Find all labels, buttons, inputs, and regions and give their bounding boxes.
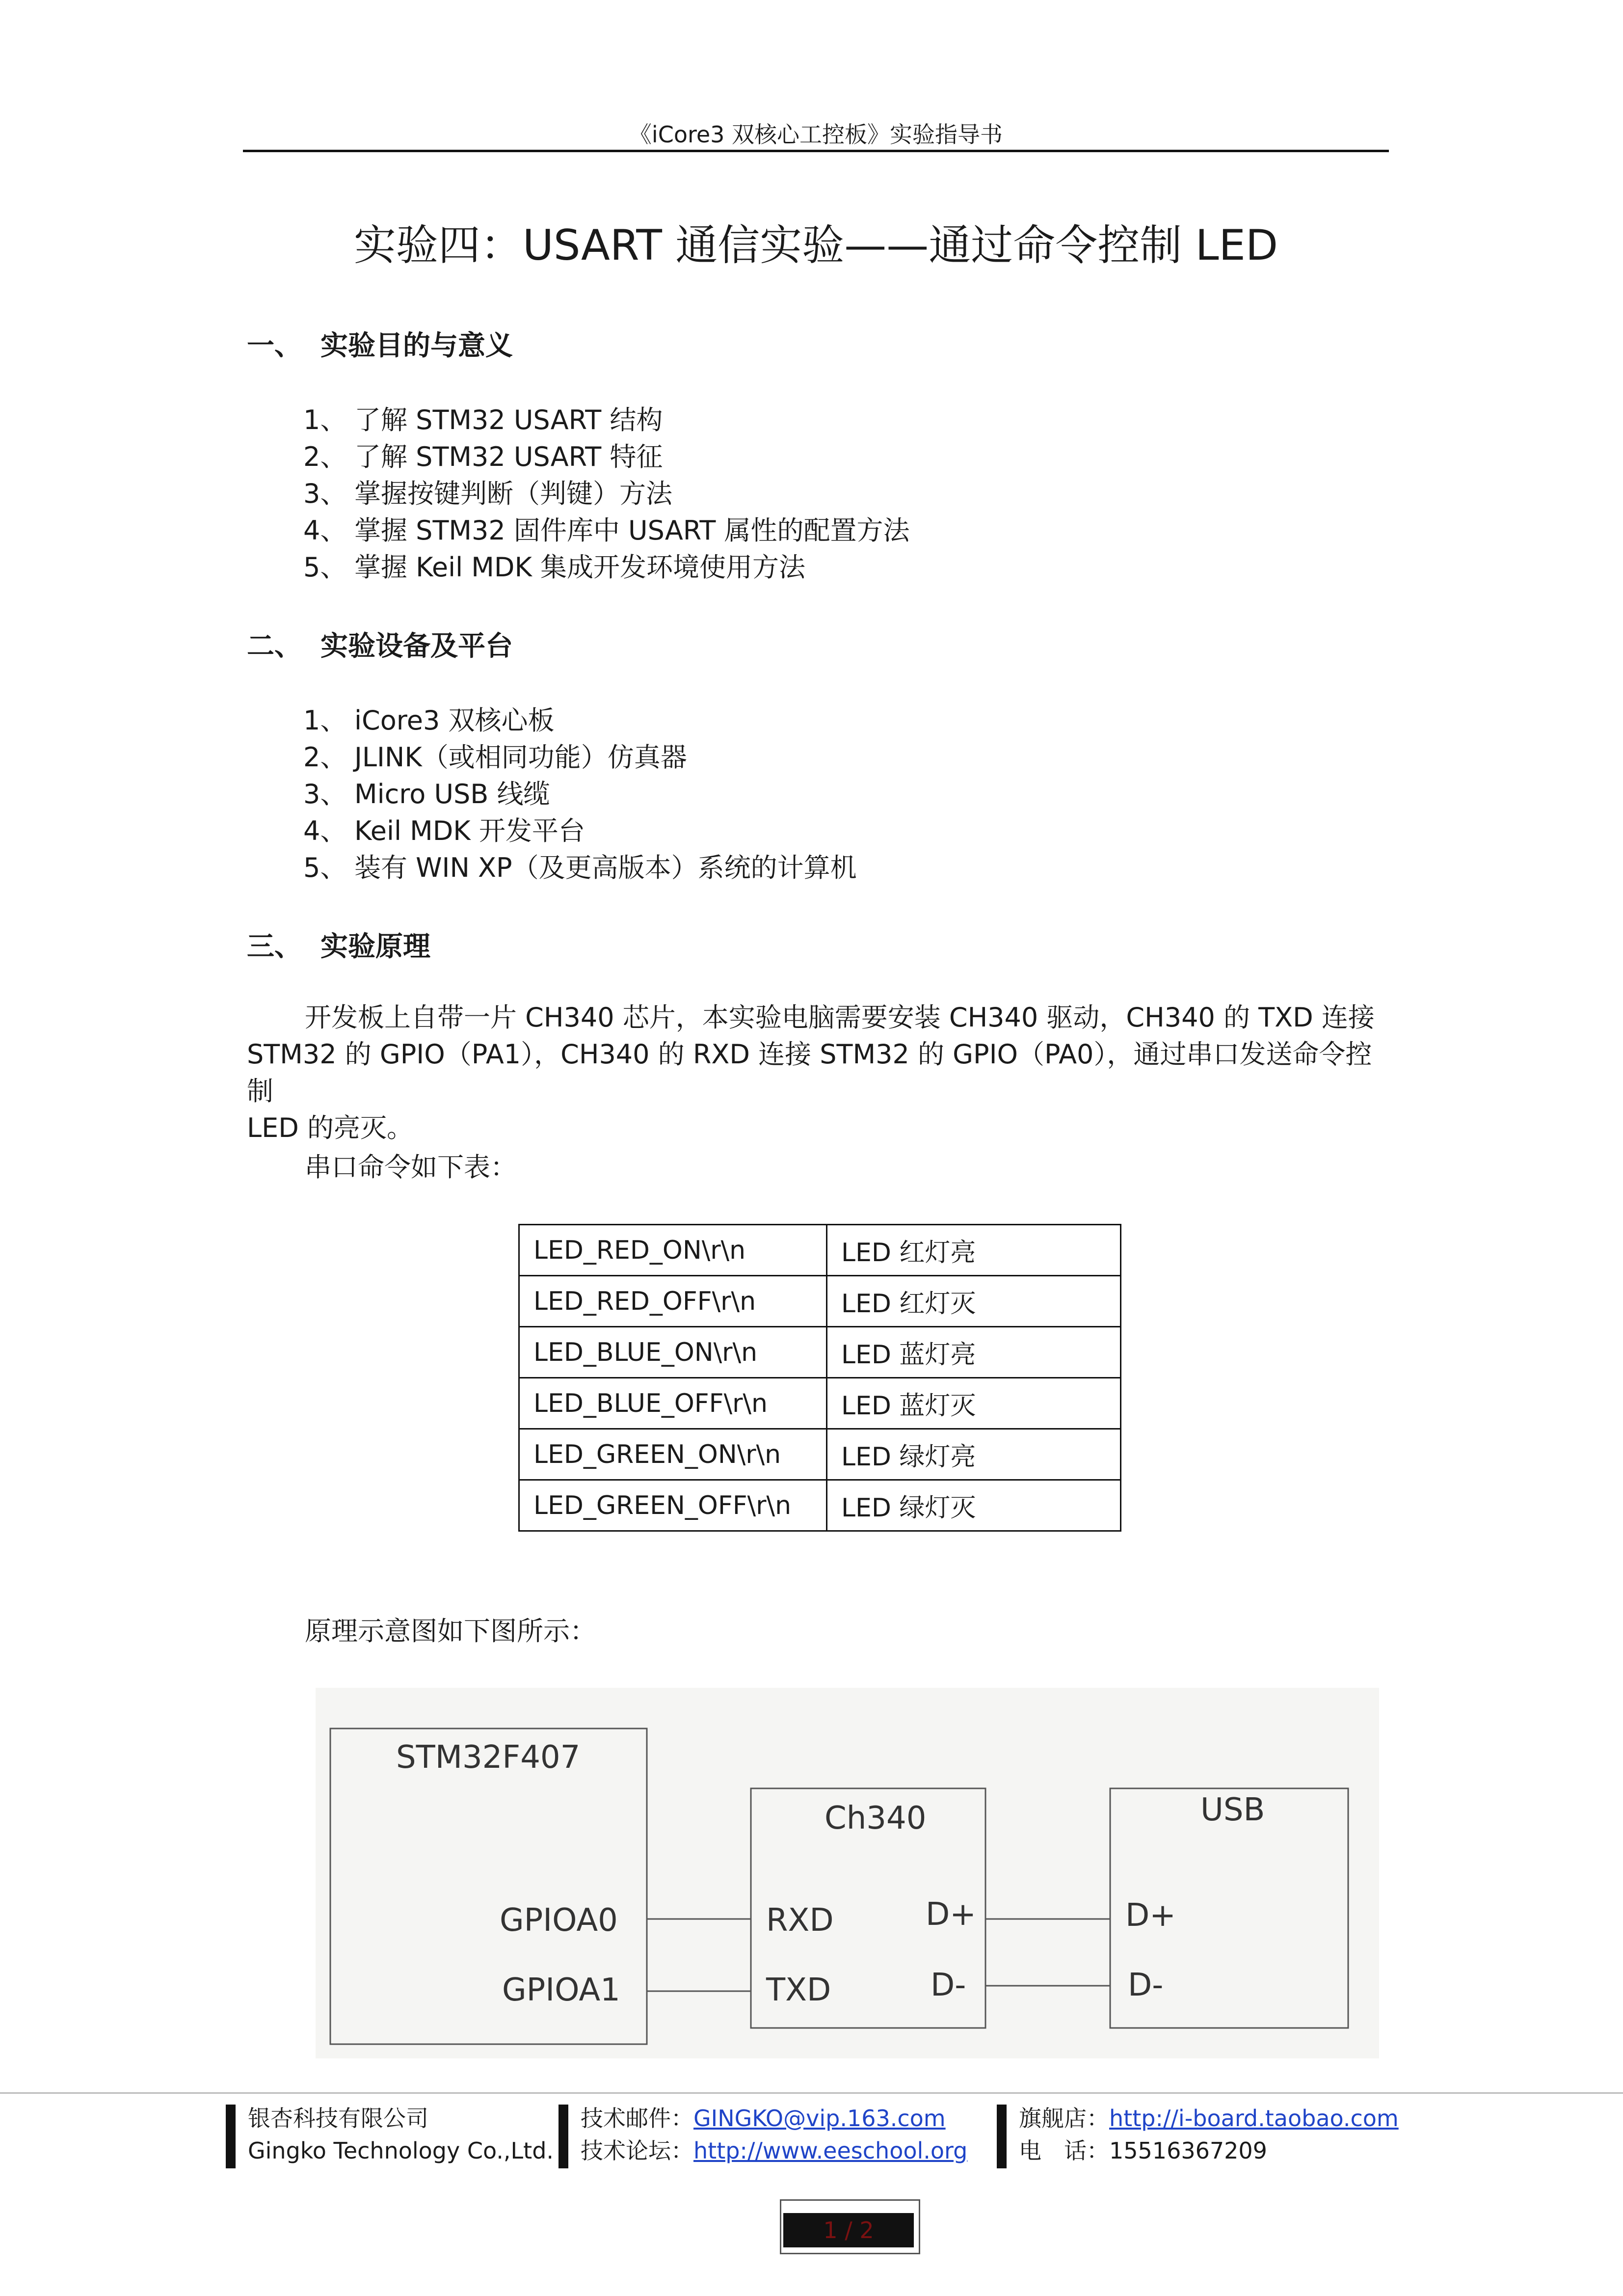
footer-shop <box>1019 2102 1399 2167</box>
table-row <box>519 1225 1121 1276</box>
list-text: 了解 STM32 USART 结构 <box>354 405 663 435</box>
email-link[interactable]: GINGKO@vip.163.com <box>693 2105 946 2132</box>
list-number: 2、 <box>303 742 347 773</box>
table-row <box>519 1276 1121 1327</box>
list-number: 2、 <box>303 441 347 472</box>
description-cell: LED 红灯灭 <box>827 1276 1121 1327</box>
command-table <box>518 1224 1121 1532</box>
forum-label: 技术论坛： <box>581 2137 693 2164</box>
list-text: Micro USB 线缆 <box>354 779 550 810</box>
section-number: 一、 <box>247 330 302 362</box>
description-cell: LED 红灯亮 <box>827 1225 1121 1276</box>
list-item <box>303 436 663 474</box>
list-item <box>303 399 663 437</box>
section-heading-1 <box>247 324 513 363</box>
list-number: 5、 <box>303 852 347 883</box>
bridge-dplus: D+ <box>926 1896 976 1933</box>
description-cell: LED 绿灯灭 <box>827 1480 1121 1531</box>
list-text: iCore3 双核心板 <box>354 705 555 736</box>
table-row <box>519 1378 1121 1429</box>
command-cell: LED_RED_ON\r\n <box>519 1225 827 1276</box>
footer-bar <box>226 2105 236 2168</box>
command-cell: LED_BLUE_ON\r\n <box>519 1327 827 1378</box>
usb-name: USB <box>1200 1792 1265 1828</box>
phone-label: 电 话： <box>1019 2137 1109 2164</box>
description-cell: LED 蓝灯灭 <box>827 1378 1121 1429</box>
paragraph-line: STM32 的 GPIO（PA1），CH340 的 RXD 连接 STM32 的 GPIO（PA0），通过串口发送命令控制 <box>247 1039 1372 1107</box>
diagram-intro: 原理示意图如下图所示： <box>305 1616 596 1647</box>
command-cell: LED_GREEN_OFF\r\n <box>519 1480 827 1531</box>
list-number: 1、 <box>303 405 347 435</box>
section-heading-3 <box>247 925 430 964</box>
email-label: 技术邮件： <box>581 2105 693 2132</box>
list-text: 掌握 Keil MDK 集成开发环境使用方法 <box>354 552 806 583</box>
header-rule <box>243 150 1389 152</box>
paragraph-line: 开发板上自带一片 CH340 芯片，本实验电脑需要安装 CH340 驱动，CH340 的 TXD 连接 <box>305 1002 1375 1033</box>
command-cell: LED_BLUE_OFF\r\n <box>519 1378 827 1429</box>
list-text: JLINK（或相同功能）仿真器 <box>354 742 687 773</box>
list-item <box>303 546 805 584</box>
table-row <box>519 1429 1121 1480</box>
bridge-txd: TXD <box>766 1972 831 2008</box>
usb-dminus: D- <box>1128 1967 1164 2003</box>
block-diagram <box>316 1688 1379 2058</box>
list-number: 1、 <box>303 705 347 736</box>
list-number: 3、 <box>303 478 347 509</box>
shop-link[interactable]: http://i-board.taobao.com <box>1109 2105 1399 2132</box>
list-item <box>303 473 672 511</box>
page-title: 实验四：USART 通信实验——通过命令控制 LED <box>353 221 1278 270</box>
command-cell: LED_GREEN_ON\r\n <box>519 1429 827 1480</box>
section-number: 二、 <box>247 630 302 662</box>
list-item <box>303 773 550 811</box>
section-title: 实验原理 <box>320 931 430 963</box>
company-en: Gingko Technology Co.,Ltd. <box>248 2137 554 2164</box>
list-item <box>303 700 555 737</box>
footer-bar <box>997 2105 1007 2168</box>
list-item <box>303 510 910 547</box>
list-item <box>303 736 687 774</box>
mcu-name: STM32F407 <box>396 1739 581 1776</box>
description-cell: LED 蓝灯亮 <box>827 1327 1121 1378</box>
section-number: 三、 <box>247 931 302 963</box>
running-header: 《iCore3 双核心工控板》实验指导书 <box>629 121 1003 148</box>
table-intro: 串口命令如下表： <box>305 1152 517 1183</box>
list-number: 4、 <box>303 815 347 846</box>
list-item <box>303 847 857 885</box>
shop-label: 旗舰店： <box>1019 2105 1109 2132</box>
bridge-name: Ch340 <box>825 1800 927 1837</box>
paragraph-line: LED 的亮灭。 <box>247 1112 413 1143</box>
list-text: Keil MDK 开发平台 <box>354 815 585 846</box>
company-cn: 银杏科技有限公司 <box>248 2105 428 2132</box>
footer-company <box>248 2102 554 2167</box>
list-number: 5、 <box>303 552 347 583</box>
list-item <box>303 810 585 848</box>
list-number: 4、 <box>303 515 347 546</box>
footer-bar <box>559 2105 568 2168</box>
usb-dplus: D+ <box>1125 1897 1176 1934</box>
principle-paragraph <box>247 999 1386 1146</box>
description-cell: LED 绿灯亮 <box>827 1429 1121 1480</box>
mcu-pin1: GPIOA1 <box>502 1972 620 2008</box>
section-title: 实验设备及平台 <box>320 630 513 662</box>
list-text: 装有 WIN XP（及更高版本）系统的计算机 <box>354 852 857 883</box>
footer-contact <box>581 2102 967 2167</box>
footer-rule <box>0 2092 1623 2094</box>
mcu-pin0: GPIOA0 <box>500 1902 618 1939</box>
list-number: 3、 <box>303 779 347 810</box>
bridge-rxd: RXD <box>766 1902 834 1939</box>
section-title: 实验目的与意义 <box>320 330 513 362</box>
section-heading-2 <box>247 624 513 664</box>
page-number: 1 / 2 <box>783 2213 914 2247</box>
list-text: 了解 STM32 USART 特征 <box>354 441 663 472</box>
table-row <box>519 1480 1121 1531</box>
bridge-dminus: D- <box>931 1967 966 2003</box>
list-text: 掌握 STM32 固件库中 USART 属性的配置方法 <box>354 515 910 546</box>
table-row <box>519 1327 1121 1378</box>
command-cell: LED_RED_OFF\r\n <box>519 1276 827 1327</box>
phone-number: 15516367209 <box>1109 2137 1267 2164</box>
list-text: 掌握按键判断（判键）方法 <box>354 478 672 509</box>
forum-link[interactable]: http://www.eeschool.org <box>693 2137 968 2164</box>
